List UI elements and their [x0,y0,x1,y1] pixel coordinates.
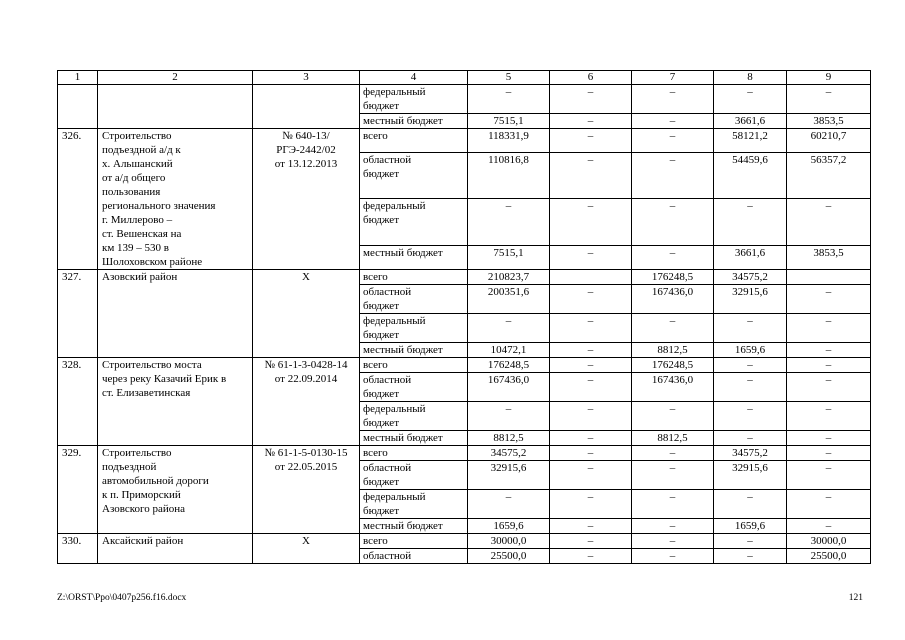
value-cell: – [787,285,871,314]
value-cell: – [550,402,632,431]
value-cell: – [550,314,632,343]
item-number: 330. [58,534,98,564]
table-row [58,129,871,153]
value-cell: – [714,373,787,402]
value-cell: – [632,549,714,564]
value-cell: – [468,314,550,343]
funding-source [360,490,468,519]
value-cell: – [787,402,871,431]
value-cell: – [787,314,871,343]
value-cell: – [550,285,632,314]
object-name-line: регионального значения [102,200,216,212]
funding-source [360,343,468,358]
value-cell: – [632,534,714,549]
funding-source-line: федеральный [363,86,426,98]
object-name-line: подъездной а/д к [102,144,181,156]
expertise-document [253,129,360,270]
object-name-line: г. Миллерово – [102,214,173,226]
funding-source-line: бюджет [363,100,399,112]
object-name-line: Строительство [102,130,172,142]
value-cell: 7515,1 [468,245,550,269]
table-row [58,270,871,285]
value-cell: 167436,0 [632,285,714,314]
footer-page-number: 121 [848,593,863,603]
object-name-line: ст. Елизаветинская [102,387,191,399]
value-cell: 25500,0 [468,549,550,564]
funding-source-line: местный бюджет [363,432,443,444]
table-row [58,85,871,114]
value-cell: – [632,114,714,129]
value-cell: – [468,199,550,245]
funding-source [360,549,468,564]
expertise-document [253,534,360,564]
value-cell: – [787,85,871,114]
value-cell: – [787,199,871,245]
value-cell: 118331,9 [468,129,550,153]
expertise-document [253,446,360,534]
value-cell: – [714,534,787,549]
value-cell: 34575,2 [714,446,787,461]
object-name-line: пользования [102,186,161,198]
funding-source-line: областной [363,550,412,562]
value-cell: – [714,431,787,446]
document-line: № 61-1-5-0130-15 [264,447,348,459]
funding-source [360,270,468,285]
column-number-row [58,71,871,85]
funding-source-line: бюджет [363,505,399,517]
expertise-document [253,270,360,358]
value-cell: – [714,549,787,564]
funding-source [360,534,468,549]
value-cell: 176248,5 [632,358,714,373]
expertise-document [253,85,360,129]
value-cell: – [787,358,871,373]
footer-file-path: Z:\ORST\Ppo\0407p256.f16.docx [57,593,187,603]
value-cell: 110816,8 [468,153,550,199]
funding-source-line: бюджет [363,388,399,400]
value-cell: – [787,446,871,461]
document-line: от 22.05.2015 [274,461,338,473]
value-cell: – [468,402,550,431]
value-cell: – [632,402,714,431]
funding-source [360,461,468,490]
column-number-cell: 7 [632,71,714,85]
funding-source-line: бюджет [363,329,399,341]
value-cell: 176248,5 [468,358,550,373]
value-cell: – [632,85,714,114]
object-name [98,358,253,446]
value-cell: – [787,431,871,446]
object-name-line: х. Альшанский [102,158,173,170]
value-cell: – [714,402,787,431]
value-cell: – [550,85,632,114]
item-number: 326. [58,129,98,270]
value-cell: 34575,2 [468,446,550,461]
value-cell: – [550,549,632,564]
funding-source [360,199,468,245]
value-cell: – [787,343,871,358]
document-line: № 640-13/ [282,130,330,142]
value-cell: – [550,358,632,373]
object-name-line: км 139 – 530 в [102,242,169,254]
value-cell: 200351,6 [468,285,550,314]
value-cell: – [787,461,871,490]
funding-source-line: федеральный [363,491,426,503]
value-cell: – [468,85,550,114]
document-line: Х [302,271,310,283]
funding-source-line: федеральный [363,403,426,415]
value-cell: 32915,6 [468,461,550,490]
value-cell: – [468,490,550,519]
funding-source [360,373,468,402]
object-name-line: Строительство [102,447,172,459]
value-cell: – [632,519,714,534]
value-cell: 30000,0 [468,534,550,549]
column-number-cell: 3 [253,71,360,85]
funding-source-line: областной [363,462,412,474]
object-name [98,534,253,564]
value-cell: – [632,129,714,153]
value-cell: 7515,1 [468,114,550,129]
value-cell: – [550,461,632,490]
value-cell: 32915,6 [714,461,787,490]
value-cell [550,270,632,285]
value-cell: 30000,0 [787,534,871,549]
value-cell: 60210,7 [787,129,871,153]
funding-source [360,446,468,461]
value-cell: 176248,5 [632,270,714,285]
table-row [58,534,871,549]
object-name-line: к п. Приморский [102,489,181,501]
value-cell: – [550,373,632,402]
funding-source [360,129,468,153]
object-name-line: через реку Казачий Ерик в [102,373,227,385]
column-number-cell: 8 [714,71,787,85]
funding-source [360,402,468,431]
value-cell: 25500,0 [787,549,871,564]
funding-source [360,85,468,114]
value-cell: 1659,6 [468,519,550,534]
value-cell: 167436,0 [468,373,550,402]
budget-table [57,70,871,564]
value-cell: – [550,490,632,519]
object-name-line: ст. Вешенская на [102,228,182,240]
object-name-line: подъездной [102,461,157,473]
funding-source-line: всего [363,359,388,371]
value-cell: 1659,6 [714,343,787,358]
column-number-cell: 1 [58,71,98,85]
funding-source-line: местный бюджет [363,344,443,356]
object-name-line: Аксайский район [102,535,184,547]
funding-source-line: местный бюджет [363,520,443,532]
funding-source [360,358,468,373]
value-cell: – [550,431,632,446]
value-cell: 210823,7 [468,270,550,285]
item-number [58,85,98,129]
value-cell: – [550,343,632,358]
funding-source [360,519,468,534]
value-cell [787,270,871,285]
funding-source-line: федеральный [363,200,426,213]
funding-source-line: всего [363,130,388,142]
value-cell: – [714,199,787,245]
value-cell: – [787,373,871,402]
funding-source-line: местный бюджет [363,246,443,259]
value-cell: – [550,153,632,199]
value-cell: – [550,114,632,129]
value-cell: 3853,5 [787,245,871,269]
value-cell: – [714,85,787,114]
funding-source-line: областной [363,154,412,167]
object-name [98,446,253,534]
funding-source-line: местный бюджет [363,115,443,127]
value-cell: – [550,534,632,549]
object-name-line: Шолоховском районе [102,256,203,268]
value-cell: 3853,5 [787,114,871,129]
value-cell: 58121,2 [714,129,787,153]
value-cell: 10472,1 [468,343,550,358]
value-cell: – [550,519,632,534]
object-name-line: автомобильной дороги [102,475,209,487]
object-name-line: Азовский район [102,271,178,283]
funding-source-line: всего [363,447,388,459]
value-cell: – [632,490,714,519]
column-number-cell: 9 [787,71,871,85]
value-cell: – [632,245,714,269]
value-cell: 8812,5 [632,343,714,358]
column-number-cell: 6 [550,71,632,85]
value-cell: 1659,6 [714,519,787,534]
object-name [98,270,253,358]
document-line: РГЭ-2442/02 [276,144,336,156]
funding-source-line: федеральный [363,315,426,327]
value-cell: – [632,314,714,343]
value-cell: – [550,199,632,245]
value-cell: 3661,6 [714,114,787,129]
item-number: 329. [58,446,98,534]
value-cell: – [787,519,871,534]
value-cell: 56357,2 [787,153,871,199]
funding-source-line: бюджет [363,168,399,181]
column-number-cell: 4 [360,71,468,85]
value-cell: 54459,6 [714,153,787,199]
value-cell: 3661,6 [714,245,787,269]
object-name [98,129,253,270]
document-line: от 13.12.2013 [274,158,338,170]
document-line: Х [302,535,310,547]
value-cell: – [550,446,632,461]
value-cell: – [632,461,714,490]
document-line: от 22.09.2014 [274,373,338,385]
value-cell: – [632,446,714,461]
funding-source-line: областной [363,286,412,298]
funding-source [360,431,468,446]
value-cell: 167436,0 [632,373,714,402]
value-cell: – [550,129,632,153]
document-line: № 61-1-3-0428-14 [264,359,348,371]
funding-source-line: бюджет [363,417,399,429]
table-row [58,446,871,461]
funding-source [360,245,468,269]
value-cell: – [787,490,871,519]
value-cell: 32915,6 [714,285,787,314]
value-cell: – [550,245,632,269]
funding-source-line: всего [363,535,388,547]
object-name [98,85,253,129]
funding-source [360,285,468,314]
value-cell: 8812,5 [632,431,714,446]
item-number: 327. [58,270,98,358]
value-cell: – [714,314,787,343]
object-name-line: Азовского района [102,503,186,515]
value-cell: – [632,153,714,199]
value-cell: – [632,199,714,245]
expertise-document [253,358,360,446]
funding-source-line: бюджет [363,476,399,488]
funding-source [360,314,468,343]
funding-source-line: всего [363,271,388,283]
value-cell: 34575,2 [714,270,787,285]
value-cell: – [714,490,787,519]
column-number-cell: 5 [468,71,550,85]
object-name-line: от а/д общего [102,172,166,184]
funding-source [360,153,468,199]
value-cell: 8812,5 [468,431,550,446]
object-name-line: Строительство моста [102,359,202,371]
column-number-cell: 2 [98,71,253,85]
funding-source [360,114,468,129]
table-row [58,358,871,373]
funding-source-line: бюджет [363,300,399,312]
funding-source-line: бюджет [363,214,399,227]
value-cell: – [714,358,787,373]
funding-source-line: областной [363,374,412,386]
item-number: 328. [58,358,98,446]
